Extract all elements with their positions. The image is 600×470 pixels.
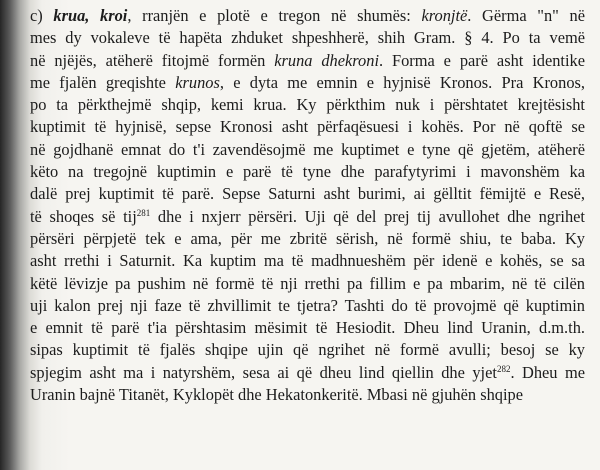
text-segment: kuptimit të hyjnisë, sepse Kronosi asht përfaqësuesi i kohës. Por në qoftë se [30, 117, 585, 137]
body-text [30, 5, 585, 406]
text-segment: . Forma e parë asht identike [379, 50, 585, 70]
text-segment: , e dyta me emnin e hyjnisë Kronos. Pra Kronos, [219, 72, 585, 92]
text-segment: me fjalën greqishte [30, 72, 176, 92]
text-line [30, 362, 585, 384]
text-segment: dhe i nxjerr përsëri. Uji që del prej tij avullohet dhe ngrihet [150, 206, 585, 226]
text-segment: këto na tregojnë kuptimin e parë të tyne dhe parafytyrimi i mavonshëm ka [30, 162, 585, 182]
text-segment: uji kalon prej nji faze të zhvillimit te tjetra? Tashti do të provojmë që kuptimin [30, 295, 585, 315]
text-segment: sipas kuptimit të fjalës shqipe ujin që ngrihet në formë avulli; besoj se ky [30, 340, 585, 360]
text-line [30, 27, 585, 49]
text-segment: e emnit të parë t'ia përshtasim mësimit të Hesiodit. Dheu lind Uranin, d.m.th. [30, 318, 585, 338]
text-line [30, 339, 585, 361]
text-line [30, 116, 585, 138]
text-segment: asht rrethi i Saturnit. Ka kuptim ma të madhnueshëm për idenë e kohës, se sa [30, 251, 585, 271]
text-segment: po ta përkthejmë shqip, kemi krua. Ky përkthim nuk i përshtatet krejtësisht [30, 95, 585, 115]
text-segment: kronjtë [421, 6, 468, 25]
text-line [30, 228, 585, 250]
text-segment: këtë lëvizje pa pushim në formë të nji rrethi pa fillim e pa mbarim, në të cilën [30, 273, 585, 293]
text-line [30, 5, 585, 27]
text-segment: . Dheu me [510, 362, 585, 382]
footnote-ref: 282 [496, 363, 511, 374]
text-segment: , rranjën e plotë e tregon në shumës: [127, 6, 422, 25]
text-segment: të shoqes së tij [30, 206, 137, 226]
text-segment: në njëjës, atëherë fitojmë formën [30, 50, 275, 70]
text-line [30, 183, 585, 205]
text-segment: mes dy vokaleve të hapëta zhduket shpeshherë, shih Gram. § 4. Po ta vemë [30, 28, 585, 48]
text-line [30, 273, 585, 295]
text-segment: krunos [175, 72, 220, 92]
text-line [30, 50, 585, 72]
text-segment: kruna dhekroni [274, 50, 379, 70]
text-line [30, 139, 585, 161]
text-line [30, 384, 585, 406]
text-line [30, 295, 585, 317]
text-segment: krua, kroi [53, 6, 128, 25]
text-segment: përsëri përpjetë tek e ama, për me zbritë sërish, në formë shiu, te baba. Ky [30, 228, 585, 248]
text-line [30, 161, 585, 183]
text-segment: spjegim asht ma i natyrshëm, sesa ai që dheu lind qiellin dhe yjet [30, 362, 497, 382]
text-line [30, 94, 585, 116]
text-line [30, 317, 585, 339]
text-line [30, 206, 585, 228]
text-segment: c) [30, 6, 54, 25]
text-segment: në gojdhanë emnat do t'i zavendësojmë me kuptimet e tyne që gjetëm, atëherë [30, 139, 585, 159]
text-segment: Uranin bajnë Titanët, Kyklopët dhe Hekatonkeritë. Mbasi në gjuhën shqipe [30, 385, 523, 405]
text-segment: . Gërma "n" në [467, 6, 585, 25]
text-line [30, 250, 585, 272]
footnote-ref: 281 [136, 207, 151, 218]
text-segment: dalë prej kuptimit të parë. Sepse Saturni asht burimi, ai gëlltit fëmijtë e Resë, [30, 184, 585, 204]
text-line [30, 72, 585, 94]
